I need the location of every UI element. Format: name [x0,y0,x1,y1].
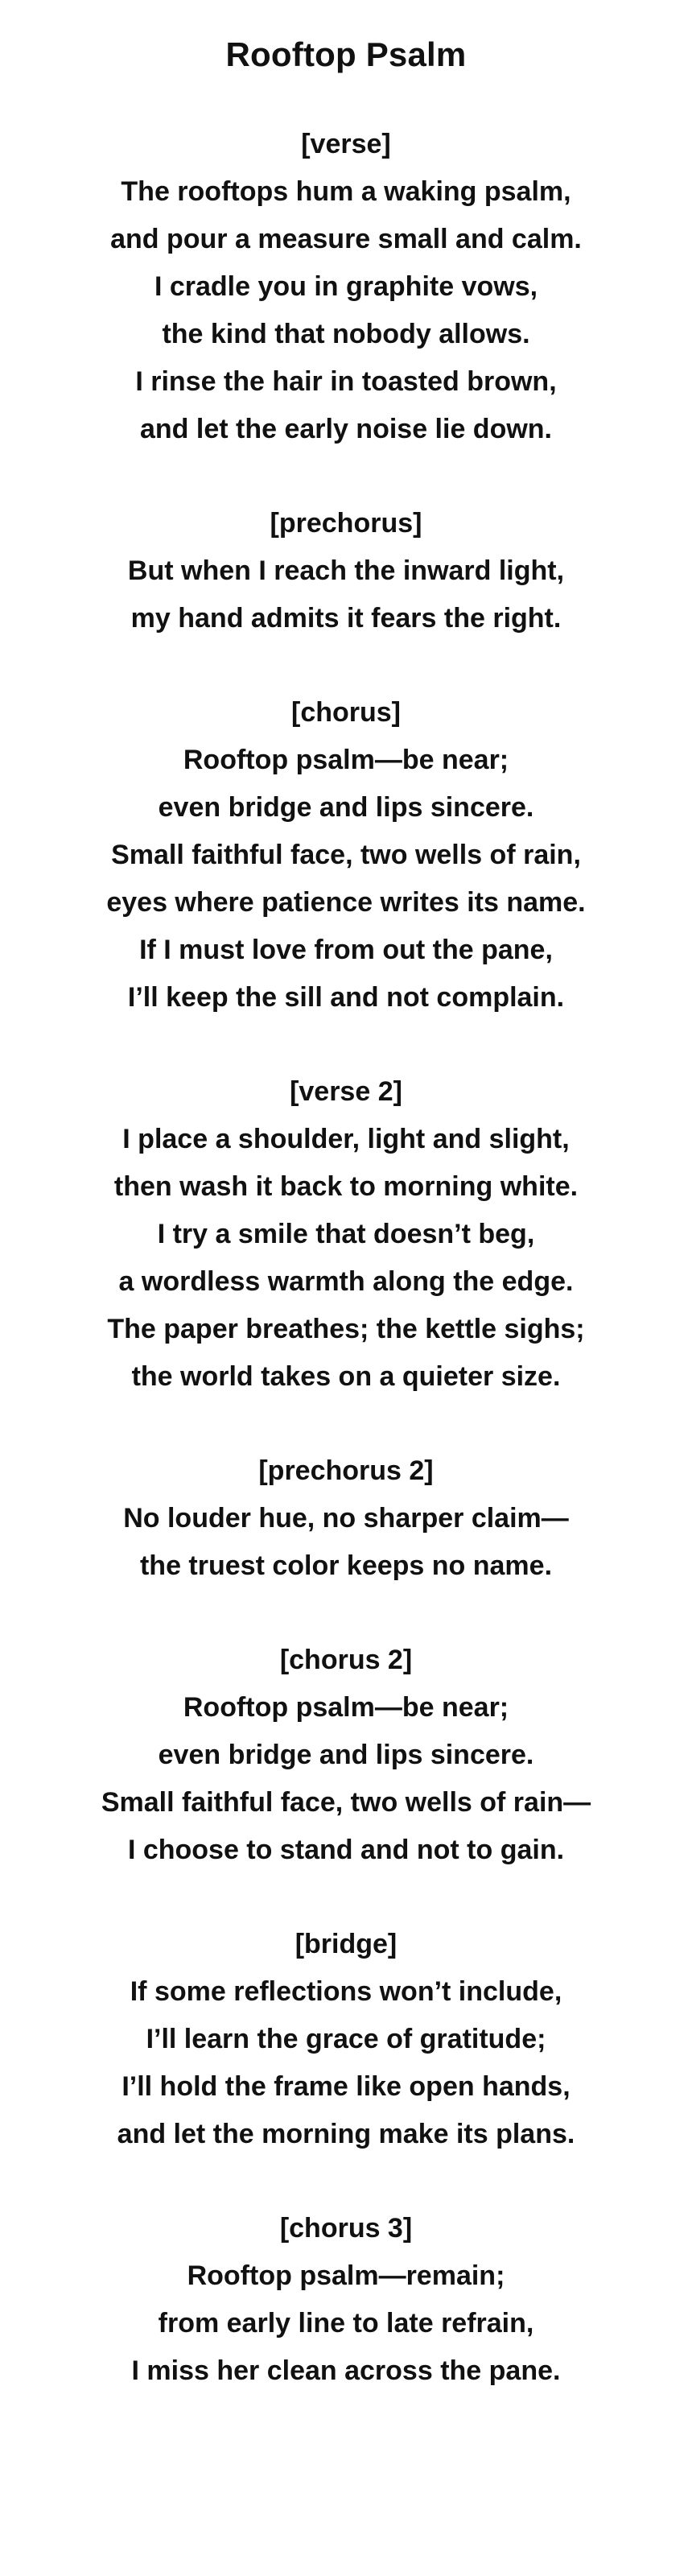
lyric-line: But when I reach the inward light, [127,555,565,586]
lyric-line: I cradle you in graphite vows, [154,271,538,302]
song-title: Rooftop Psalm [225,35,467,73]
lyric-line: I rinse the hair in toasted brown, [135,366,557,397]
lyric-section [0,121,692,453]
lyric-section [0,689,692,1022]
lyric-line: Rooftop psalm—be near; [183,1692,509,1723]
lyric-section [0,500,692,642]
lyric-line: The rooftops hum a waking psalm, [121,176,571,207]
lyric-line: Small faithful face, two wells of rain— [101,1787,591,1818]
lyric-line: Small faithful face, two wells of rain, [111,840,581,870]
lyric-line: I miss her clean across the pane. [131,2355,561,2386]
lyric-line: the truest color keeps no name. [139,1550,553,1581]
lyric-line: If some reflections won’t include, [130,1976,562,2007]
lyric-line: I’ll learn the grace of gratitude; [146,2024,546,2054]
lyric-line: and let the early noise lie down. [139,414,552,444]
lyric-line: even bridge and lips sincere. [158,1740,534,1770]
lyric-line: the world takes on a quieter size. [131,1361,561,1392]
lyric-line: even bridge and lips sincere. [158,792,534,823]
lyric-line: I’ll keep the sill and not complain. [127,982,565,1013]
lyric-line: and let the morning make its plans. [117,2119,575,2149]
lyric-line: I choose to stand and not to gain. [127,1835,565,1865]
section-label: [verse 2] [290,1076,402,1107]
lyric-line: No louder hue, no sharper claim— [123,1503,569,1534]
lyric-line: and pour a measure small and calm. [110,224,582,254]
lyric-line: Rooftop psalm—remain; [187,2260,505,2291]
lyric-line: If I must love from out the pane, [139,935,553,965]
lyric-line: I’ll hold the frame like open hands, [122,2071,570,2102]
section-label: [verse] [301,129,391,159]
lyric-line: a wordless warmth along the edge. [118,1266,574,1297]
lyric-line: I try a smile that doesn’t beg, [157,1219,535,1249]
section-label: [prechorus 2] [258,1455,434,1486]
lyric-section [0,1921,692,2158]
lyric-line: my hand admits it fears the right. [130,603,562,634]
lyric-line: the kind that nobody allows. [162,319,530,349]
section-label: [prechorus] [270,508,422,539]
section-label: [chorus 3] [279,2213,413,2244]
lyric-line: eyes where patience writes its name. [106,887,586,918]
lyric-section [0,1068,692,1401]
section-label: [chorus 2] [279,1645,413,1675]
lyric-section [0,2205,692,2395]
lyrics-body [0,121,692,2395]
lyric-line: from early line to late refrain, [158,2308,534,2339]
lyric-line: Rooftop psalm—be near; [183,745,509,775]
lyric-line: then wash it back to morning white. [113,1171,579,1202]
lyric-line: I place a shoulder, light and slight, [122,1124,570,1154]
section-label: [chorus] [291,697,401,728]
lyric-section [0,1637,692,1874]
lyric-line: The paper breathes; the kettle sighs; [107,1314,585,1344]
lyric-section [0,1447,692,1590]
section-label: [bridge] [295,1929,397,1959]
